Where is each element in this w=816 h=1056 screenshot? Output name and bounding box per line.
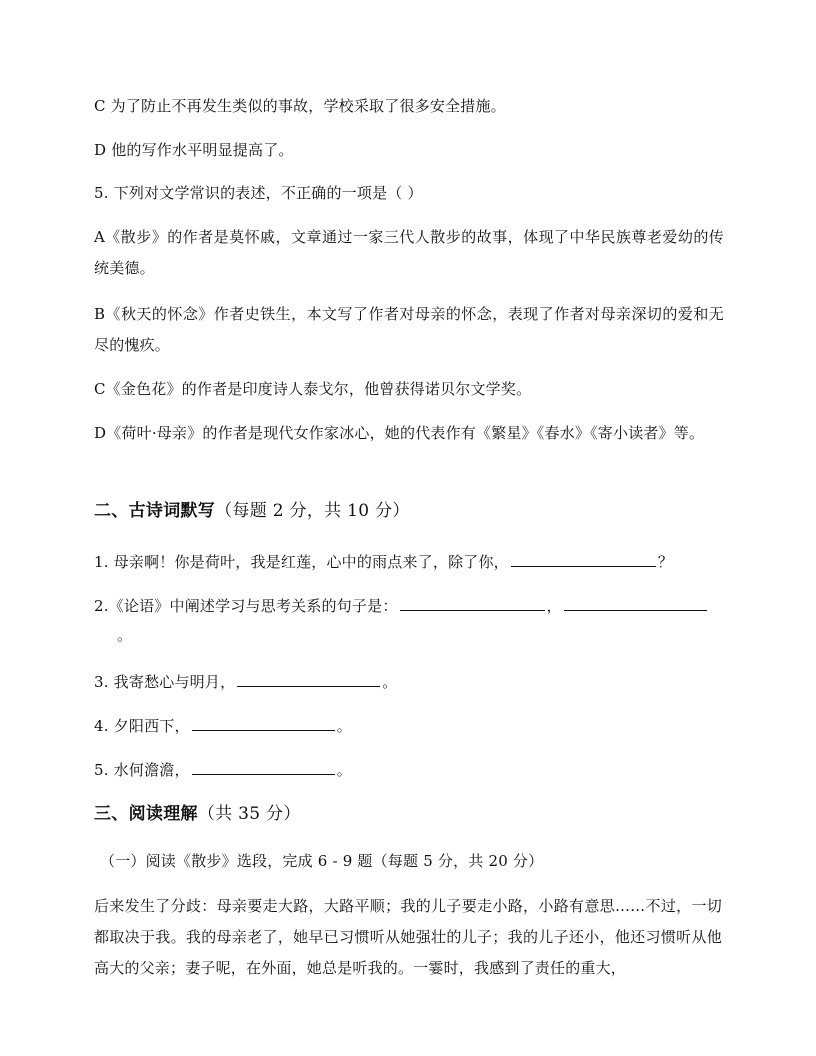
item-punct: 。 <box>382 673 398 691</box>
item-punct: 。 <box>336 761 352 779</box>
item-punct: 。 <box>336 717 352 735</box>
section-title: 二、古诗词默写 <box>94 501 216 521</box>
answer-blank[interactable] <box>192 760 335 775</box>
answer-blank[interactable] <box>237 672 380 687</box>
reading-passage: 后来发生了分歧：母亲要走大路，大路平顺；我的儿子要走小路，小路有意思……不过，一切都取决于我。我的母亲老了，她早已习惯听从她强壮的儿子；我的儿子还小，他还习惯听从他高大的父亲；妻子呢，在外面，她总是听我的。一霎时，我感到了责任的重大， <box>94 897 722 977</box>
item-punct: ， <box>546 597 562 615</box>
answer-blank[interactable] <box>400 596 545 611</box>
item-text: 2.《论语》中阐述学习与思考关系的句子是： <box>94 597 398 615</box>
q5-stem: 5. 下列对文学常识的表述，不正确的一项是（ ） <box>94 184 423 202</box>
poetry-item-1 <box>94 552 734 570</box>
q4-option-c: C 为了防止不再发生类似的事故，学校采取了很多安全措施。 <box>94 97 506 115</box>
answer-blank[interactable] <box>511 552 656 567</box>
q5-option-d: D《荷叶·母亲》的作者是现代女作家冰心，她的代表作有《繁星》《春水》《寄小读者》等。 <box>94 424 705 442</box>
answer-blank[interactable] <box>192 716 335 731</box>
section-heading-reading <box>94 806 301 823</box>
poetry-item-2-end: 。 <box>117 626 133 644</box>
poetry-item-3 <box>94 672 734 690</box>
poetry-item-4 <box>94 716 734 734</box>
q4-option-d: D 他的写作水平明显提高了。 <box>94 141 294 159</box>
item-text: 1. 母亲啊！你是荷叶，我是红莲，心中的雨点来了，除了你， <box>94 553 509 571</box>
answer-blank[interactable] <box>564 596 707 611</box>
reading-subsection-title: （一）阅读《散步》选段，完成 6 - 9 题（每题 5 分，共 20 分） <box>100 852 544 870</box>
item-text: 4. 夕阳西下， <box>94 717 190 735</box>
section-heading-poetry <box>94 503 410 520</box>
section-title: 三、阅读理解 <box>94 804 198 824</box>
q5-option-c: C《金色花》的作者是印度诗人泰戈尔，他曾获得诺贝尔文学奖。 <box>94 380 532 398</box>
item-text: 5. 水何澹澹， <box>94 761 190 779</box>
poetry-item-5 <box>94 760 734 778</box>
q5-option-b: B《秋天的怀念》作者史铁生，本文写了作者对母亲的怀念，表现了作者对母亲深切的爱和无尽的愧疚。 <box>94 305 724 354</box>
item-punct: ？ <box>657 553 674 571</box>
q5-option-a: A《散步》的作者是莫怀戚，文章通过一家三代人散步的故事，体现了中华民族尊老爱幼的传统美德。 <box>94 228 724 277</box>
poetry-item-2 <box>94 596 734 614</box>
item-text: 3. 我寄愁心与明月， <box>94 673 236 691</box>
section-score-note: （每题 2 分，共 10 分） <box>215 501 410 521</box>
section-score-note: （共 35 分） <box>197 804 301 824</box>
